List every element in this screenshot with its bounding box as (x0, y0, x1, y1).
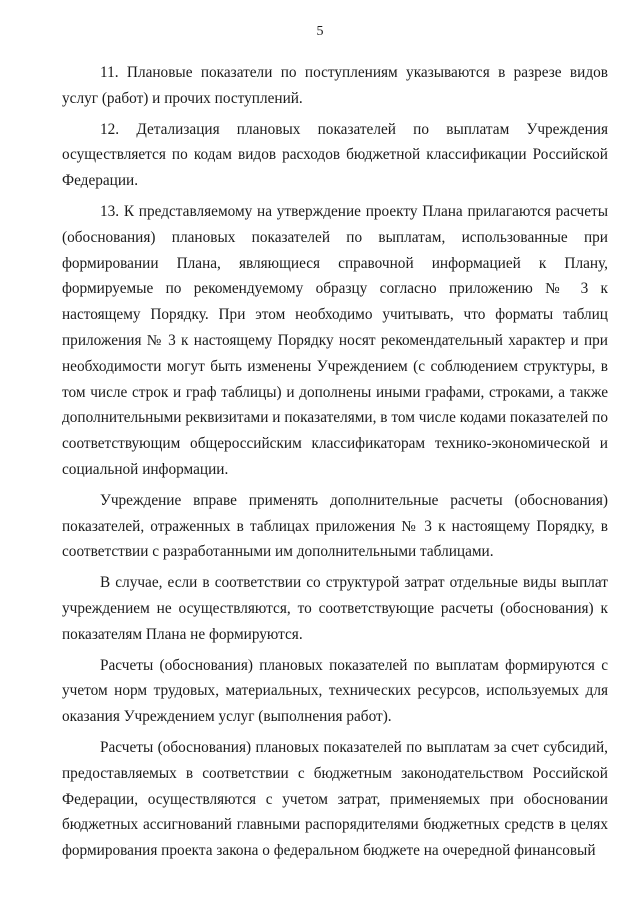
paragraph-not-formed: В случае, если в соответствии со структурой затрат отдельные виды выплат учреждением не осуществляются, то соответствующие расчеты (обоснования) к показателям Плана не формируются. (62, 574, 608, 643)
paragraph-11: 11. Плановые показатели по поступлениям указываются в разрезе видов услуг (работ) и прочих поступлений. (62, 64, 608, 107)
page-number: 5 (316, 24, 324, 39)
paragraph-12: 12. Детализация плановых показателей по выплатам Учреждения осуществляется по кодам видов расходов бюджетной классификации Российской Федерации. (62, 120, 608, 190)
paragraph-norms: Расчеты (обоснования) плановых показателей по выплатам формируются с учетом норм трудовых, материальных, технических ресурсов, используемых для оказания Учреждением услуг (выполнения работ). (62, 656, 608, 726)
paragraph-13: 13. К представляемому на утверждение проекту Плана прилагаются расчеты (обоснования) плановых показателей по выплатам, использованные при формировании Плана, являющиеся справочной информацией к Плану, формируемые по рекомендуемому образцу согласно приложению № 3 к настоящему Порядку. При этом необходимо учитывать, что форматы таблиц приложения № 3 к настоящему Порядку носят рекомендательный характер и при необходимости могут быть изменены Учреждением (с соблюдением структуры, в том числе строк и граф таблицы) и дополнены иными графами, строками, а также дополнительными реквизитами и показателями, в том числе кодами показателей по соответствующим общероссийским классификаторам технико-экономической и социальной информации. (62, 202, 608, 478)
paragraph-additional-calculations: Учреждение вправе применять дополнительные расчеты (обоснования) показателей, отраженных в таблицах приложения № 3 к настоящему Порядку, в соответствии с разработанными им дополнительными таблицами. (62, 491, 608, 561)
paragraph-subsidies: Расчеты (обоснования) плановых показателей по выплатам за счет субсидий, предоставляемых в соответствии с бюджетным законодательством Российской Федерации, осуществляются с учетом затрат, применяемых при обосновании бюджетных ассигнований главными распорядителями бюджетных средств в целях формирования проекта закона о федеральном бюджете на очередной финансовый (62, 738, 608, 860)
document-body (62, 60, 608, 869)
